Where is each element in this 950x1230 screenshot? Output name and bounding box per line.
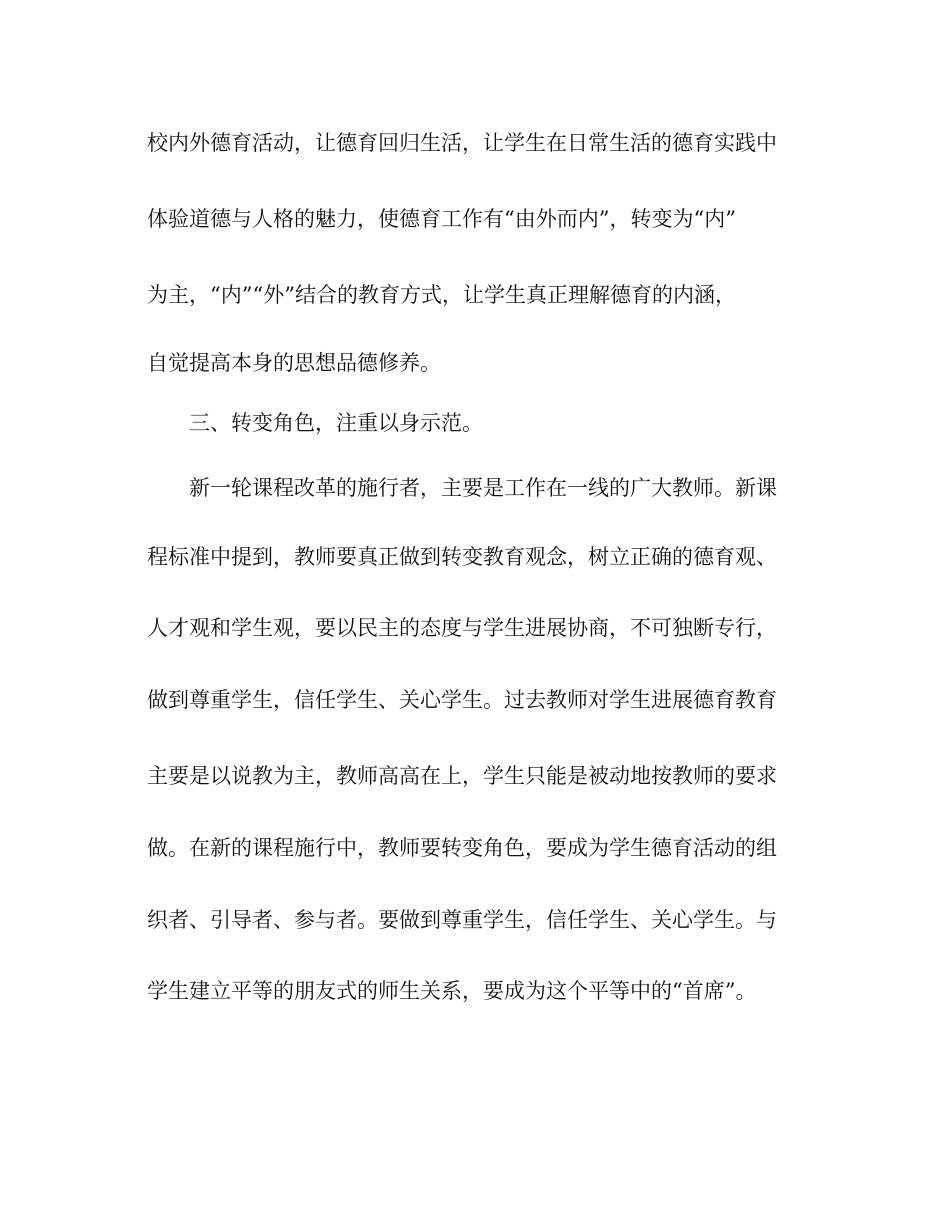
paragraph-line: 做到尊重学生，信任学生、关心学生。过去教师对学生进展德育教育 (147, 688, 777, 712)
paragraph-line: 做。在新的课程施行中，教师要转变角色，要成为学生德育活动的组 (147, 836, 777, 860)
section-heading: 三、转变角色，注重以身示范。 (189, 411, 483, 435)
paragraph-line: 学生建立平等的朋友式的师生关系，要成为这个平等中的“首席”。 (147, 979, 757, 1003)
paragraph-line: 主要是以说教为主，教师高高在上，学生只能是被动地按教师的要求 (147, 764, 777, 788)
paragraph-line: 人才观和学生观，要以民主的态度与学生进展协商，不可独断专行， (147, 616, 777, 640)
paragraph-line: 新一轮课程改革的施行者，主要是工作在一线的广大教师。新课 (189, 476, 777, 500)
paragraph-line: 为主，“内”“外”结合的教育方式，让学生真正理解德育的内涵， (147, 283, 736, 307)
paragraph-line: 体验道德与人格的魅力，使德育工作有“由外而内”，转变为“内” (147, 207, 736, 231)
paragraph-line: 织者、引导者、参与者。要做到尊重学生，信任学生、关心学生。与 (147, 908, 777, 932)
paragraph-line: 校内外德育活动，让德育回归生活，让学生在日常生活的德育实践中 (147, 131, 777, 155)
paragraph-line: 程标准中提到，教师要真正做到转变教育观念，树立正确的德育观、 (147, 545, 777, 569)
paragraph-line: 自觉提高本身的思想品德修养。 (147, 351, 441, 375)
